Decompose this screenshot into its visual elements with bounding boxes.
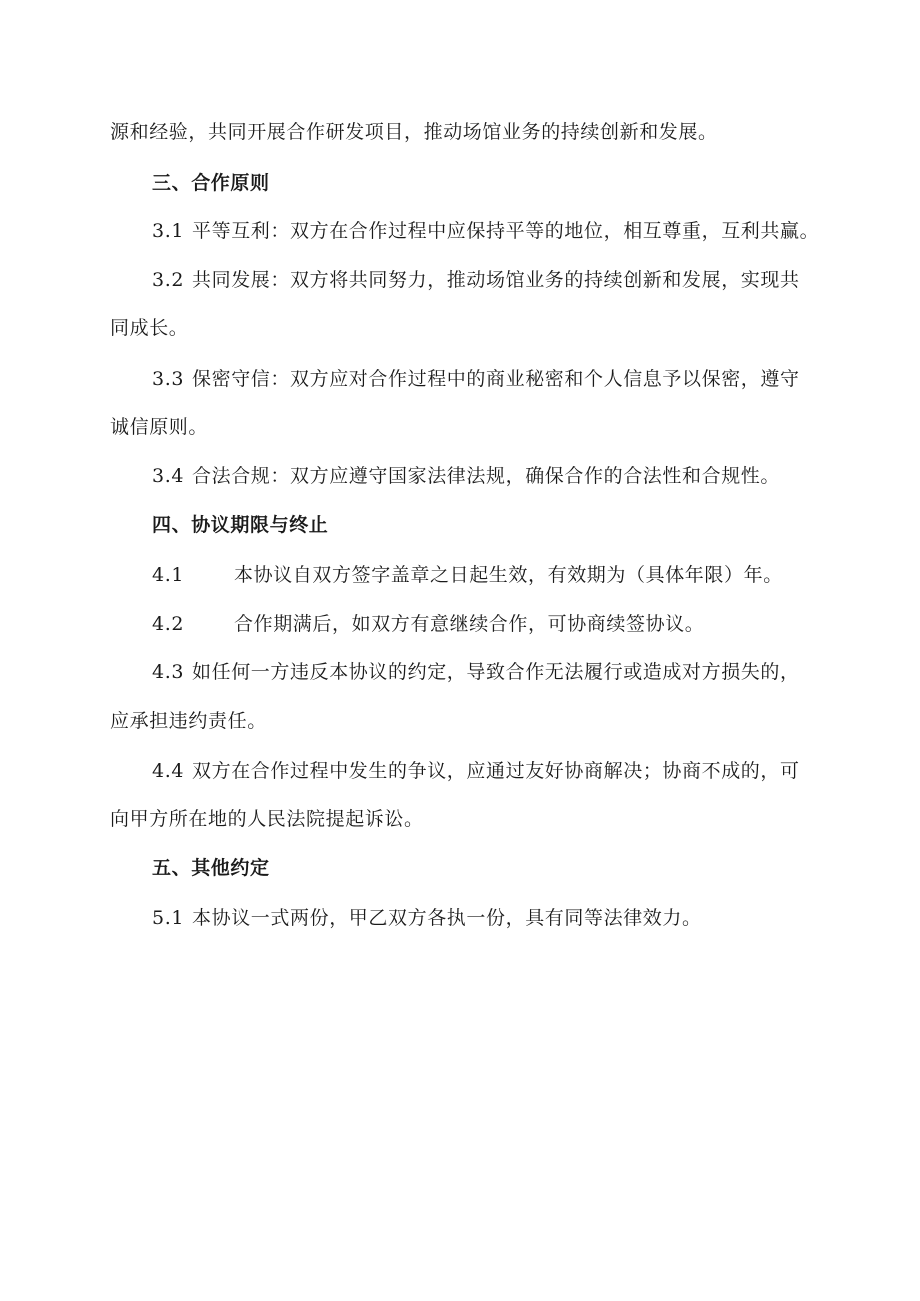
- clause-3-2-continuation: 同成长。: [110, 317, 189, 339]
- clause-text: 如任何一方违反本协议的约定，导致合作无法履行或造成对方损失的，: [192, 661, 800, 683]
- section-heading-3: 三、合作原则: [152, 172, 270, 194]
- paragraph-continuation: 源和经验，共同开展合作研发项目，推动场馆业务的持续创新和发展。: [110, 121, 718, 143]
- clause-number: 5.1: [152, 907, 185, 929]
- clause-text: 保密守信：双方应对合作过程中的商业秘密和个人信息予以保密，遵守: [192, 368, 800, 390]
- clause-3-2: [152, 267, 800, 293]
- clause-3-3: [152, 366, 800, 392]
- clause-text: 共同发展：双方将共同努力，推动场馆业务的持续创新和发展，实现共: [192, 269, 800, 291]
- clause-number: 3.4: [152, 465, 185, 487]
- clause-number: 4.1: [152, 564, 185, 586]
- clause-number: 4.2: [152, 613, 185, 635]
- clause-number: 3.2: [152, 269, 185, 291]
- clause-4-3: [152, 659, 800, 685]
- section-heading-5: 五、其他约定: [152, 857, 270, 879]
- clause-number: 3.3: [152, 368, 185, 390]
- clause-3-3-continuation: 诚信原则。: [110, 416, 209, 438]
- clause-5-1: [152, 905, 702, 931]
- clause-number: 4.3: [152, 661, 185, 683]
- clause-3-4: [152, 463, 780, 489]
- clause-text: 双方在合作过程中发生的争议，应通过友好协商解决；协商不成的，可: [192, 760, 800, 782]
- clause-text: 平等互利：双方在合作过程中应保持平等的地位，相互尊重，互利共赢。: [192, 220, 820, 242]
- section-heading-4: 四、协议期限与终止: [152, 514, 329, 536]
- clause-4-2: [152, 611, 704, 637]
- clause-4-4: [152, 758, 800, 784]
- clause-text: 合作期满后，如双方有意继续合作，可协商续签协议。: [234, 613, 705, 635]
- clause-text: 本协议一式两份，甲乙双方各执一份，具有同等法律效力。: [192, 907, 702, 929]
- clause-3-1: [152, 218, 819, 244]
- clause-number: 4.4: [152, 760, 185, 782]
- clause-text: 合法合规：双方应遵守国家法律法规，确保合作的合法性和合规性。: [192, 465, 781, 487]
- clause-number: 3.1: [152, 220, 185, 242]
- clause-text: 本协议自双方签字盖章之日起生效，有效期为（具体年限）年。: [234, 564, 783, 586]
- clause-4-3-continuation: 应承担违约责任。: [110, 710, 267, 732]
- clause-4-4-continuation: 向甲方所在地的人民法院提起诉讼。: [110, 808, 424, 830]
- clause-4-1: [152, 562, 783, 588]
